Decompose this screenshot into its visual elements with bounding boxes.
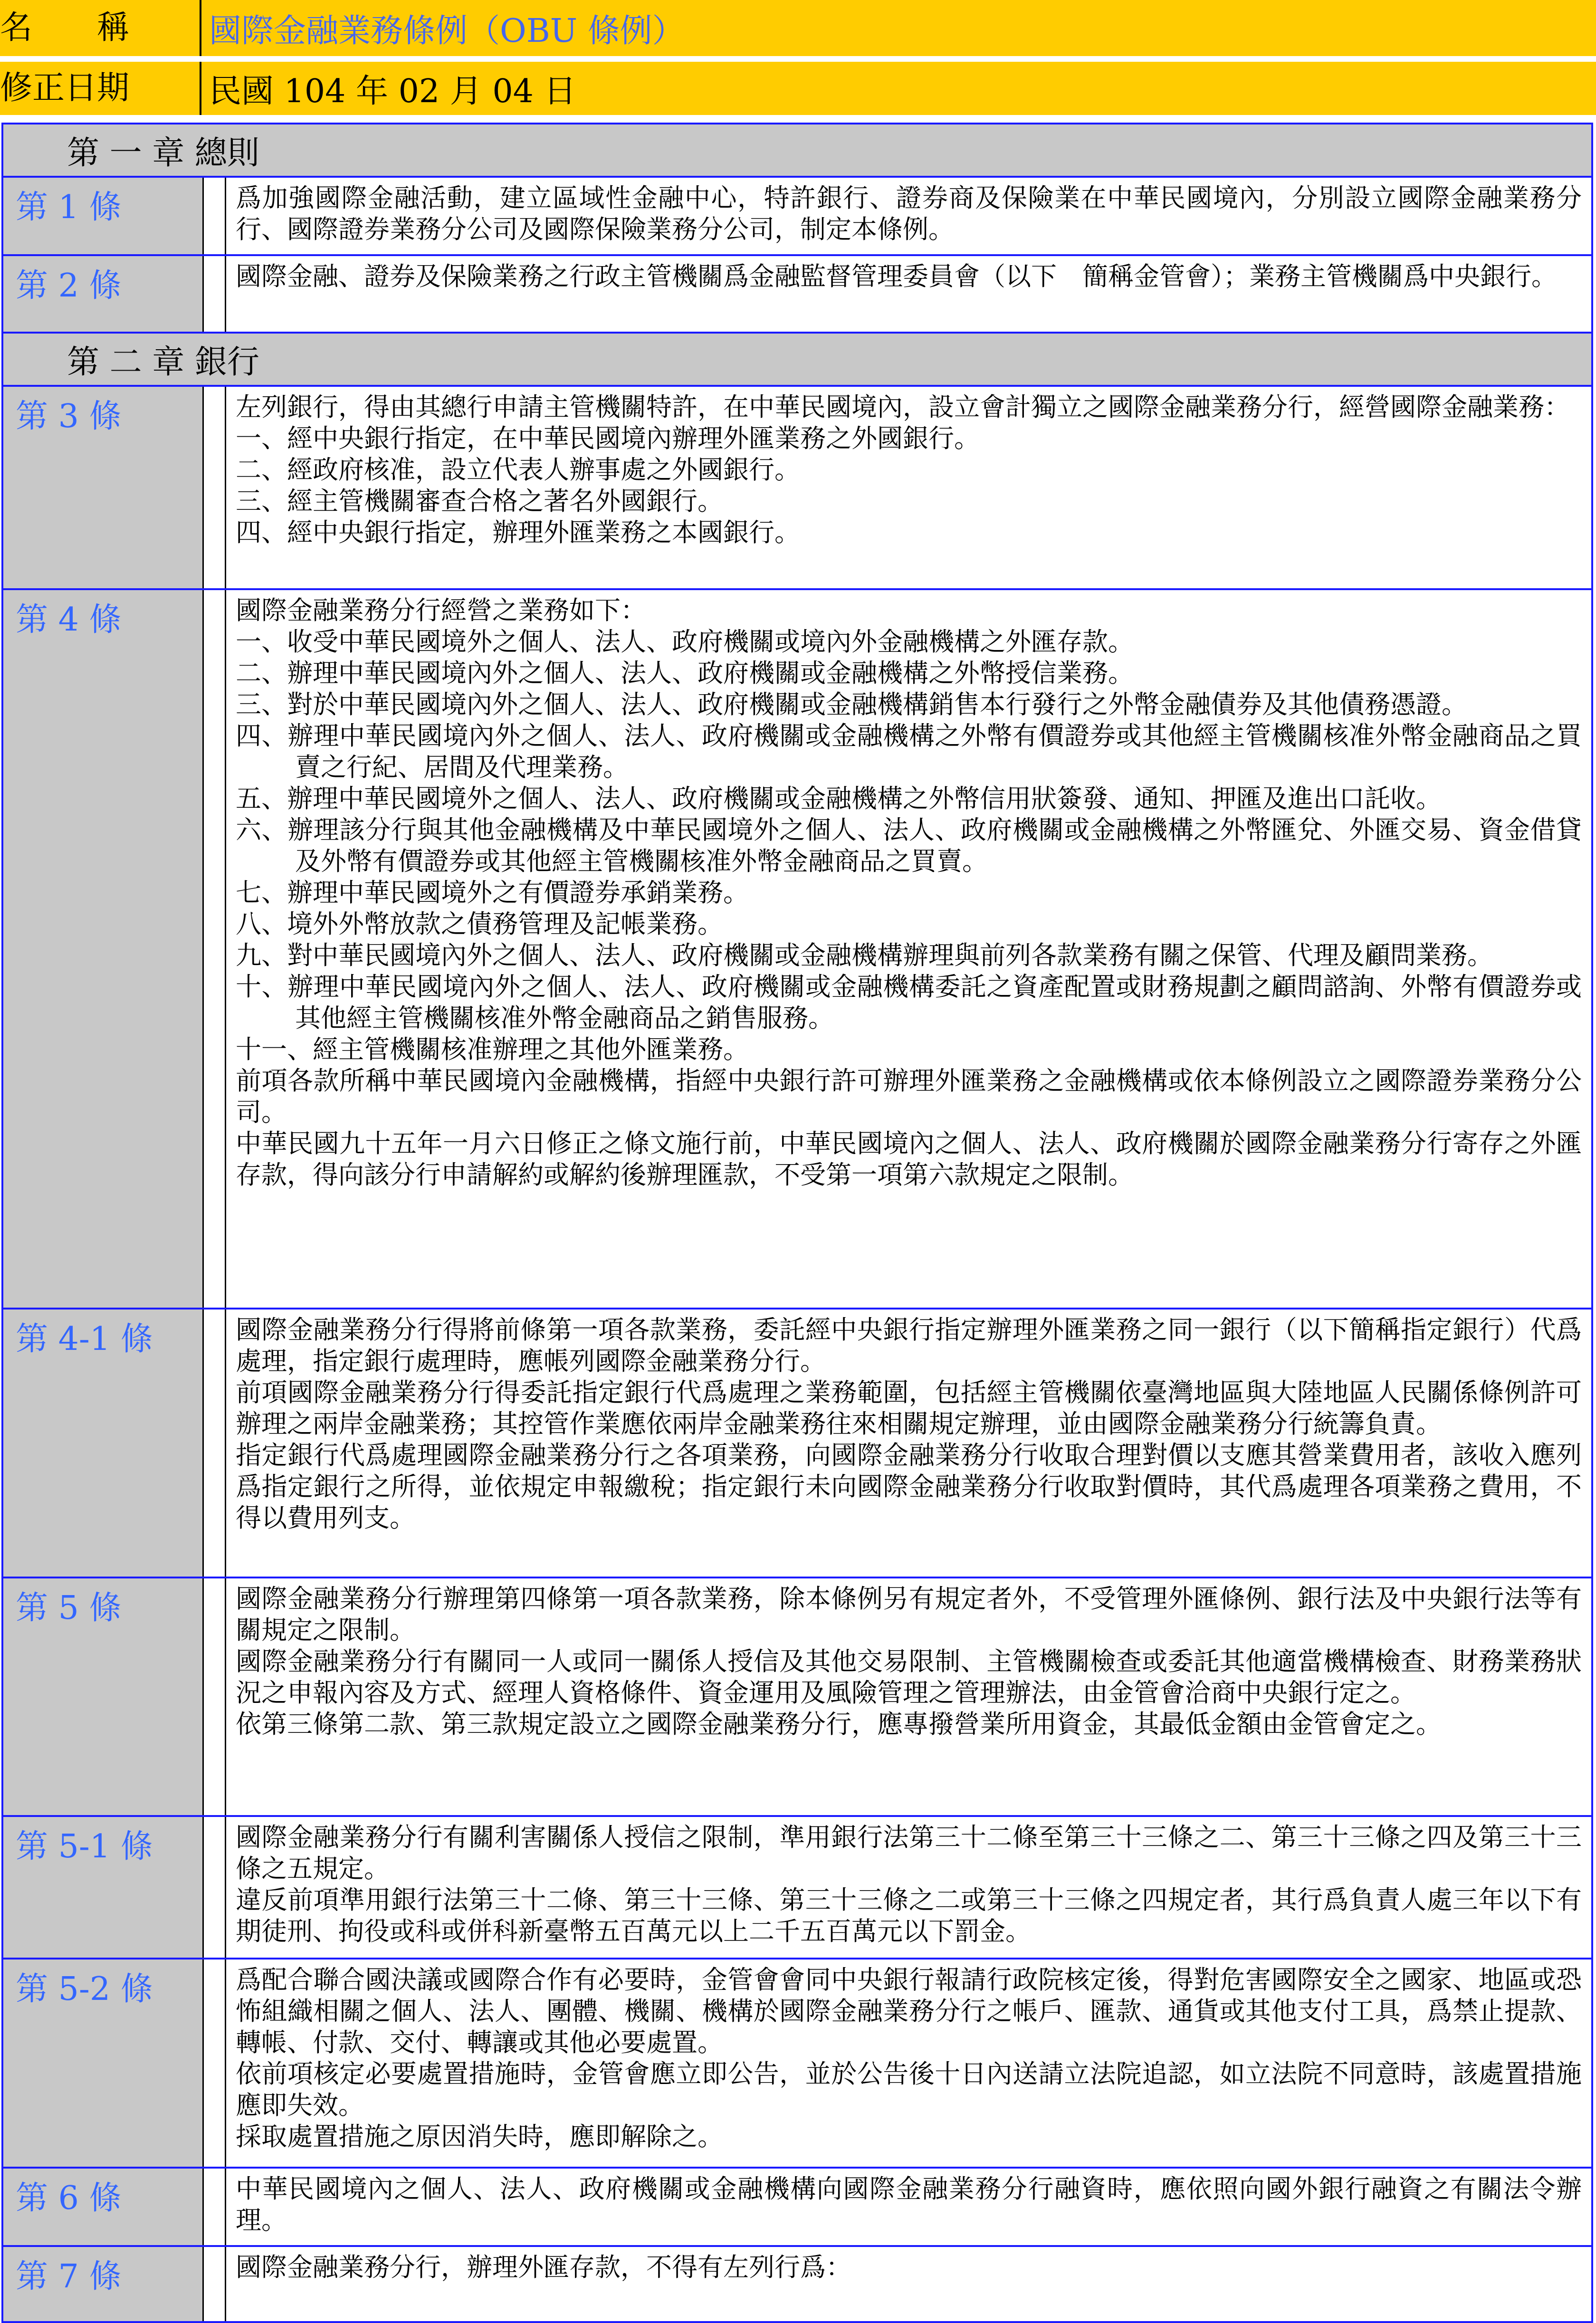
article-row: [1, 256, 1593, 334]
article-text: 國際金融業務分行經營之業務如下： 一、收受中華民國境外之個人、法人、政府機關或境內外金融機構之外匯存款。 二、辦理中華民國境內外之個人、法人、政府機關或金融機構之外幣授信業務。 三、對於中華民國境內外之個人、法人、政府機關或金融機構銷售本行發行之外幣金融債券及其他債務憑證。 四、辦理中華民國境內外之個人、法人、政府機關或金融機構之外幣有價證券或其他經主管機關核准外幣金融商品之買賣之行紀、居間及代理業務。 五、辦理中華民國境外之個人、法人、政府機關或金融機構之外幣信用狀簽發、通知、押匯及進出口託收。 六、辦理該分行與其他金融機構及中華民國境外之個人、法人、政府機關或金融機構之外幣匯兌、外匯交易、資金借貸及外幣有價證券或其他經主管機關核准外幣金融商品之買賣。 七、辦理中華民國境外之有價證券承銷業務。 八、境外外幣放款之債務管理及記帳業務。 九、對中華民國境內外之個人、法人、政府機關或金融機構辦理與前列各款業務有關之保管、代理及顧問業務。 十、辦理中華民國境內外之個人、法人、政府機關或金融機構委託之資產配置或財務規劃之顧問諮詢、外幣有價證券或其他經主管機關核准外幣金融商品之銷售服務。 十一、經主管機關核准辦理之其他外匯業務。 前項各款所稱中華民國境內金融機構，指經中央銀行許可辦理外匯業務之金融機構或依本條例設立之國際證券業務分公司。 中華民國九十五年一月六日修正之條文施行前，中華民國境內之個人、法人、政府機關於國際金融業務分行寄存之外匯存款，得向該分行申請解約或解約後辦理匯款，不受第一項第六款規定之限制。: [236, 595, 1582, 1190]
article-text: 國際金融業務分行有關利害關係人授信之限制，準用銀行法第三十二條至第三十三條之二、第三十三條之四及第三十三條之五規定。 違反前項準用銀行法第三十二條、第三十三條、第三十三條之二或第三十三條之四規定者，其行爲負責人處三年以下有期徒刑、拘役或科或併科新臺幣五百萬元以上二千五百萬元以下罰金。: [236, 1822, 1582, 1946]
article-number-link[interactable]: 第 5-2 條: [3, 1960, 204, 2167]
header-separator: [200, 62, 201, 115]
article-text: 爲加強國際金融活動，建立區域性金融中心，特許銀行、證券商及保險業在中華民國境內，分別設立國際金融業務分行、國際證券業務分公司及國際保險業務分公司，制定本條例。: [236, 183, 1582, 244]
article-row: [1, 2247, 1593, 2323]
article-number-link[interactable]: 第 5-1 條: [3, 1817, 204, 1958]
chapter-heading: 第 一 章 總則: [1, 124, 1593, 178]
law-name-row: [0, 0, 1596, 56]
law-name-link[interactable]: 國際金融業務條例（OBU 條例）: [209, 12, 685, 50]
article-text: 爲配合聯合國決議或國際合作有必要時，金管會會同中央銀行報請行政院核定後，得對危害國際安全之國家、地區或恐怖組織相關之個人、法人、團體、機關、機構於國際金融業務分行之帳戶、匯款、通貨或其他支付工具，爲禁止提款、轉帳、付款、交付、轉讓或其他必要處置。 依前項核定必要處置措施時，金管會應立即公告，並於公告後十日內送請立法院追認，如立法院不同意時，該處置措施應即失效。 採取處置措施之原因消失時，應即解除之。: [236, 1965, 1582, 2151]
article-number-link[interactable]: 第 1 條: [3, 178, 204, 254]
article-number-link[interactable]: 第 3 條: [3, 387, 204, 588]
article-number-link[interactable]: 第 6 條: [3, 2169, 204, 2245]
article-row: [1, 590, 1593, 1310]
article-number-link[interactable]: 第 2 條: [3, 256, 204, 332]
article-number-link[interactable]: 第 4 條: [3, 590, 204, 1308]
article-number-link[interactable]: 第 4-1 條: [3, 1310, 204, 1577]
article-text: 國際金融業務分行，辦理外匯存款，不得有左列行爲：: [236, 2252, 851, 2282]
header-separator: [200, 0, 201, 56]
article-row: [1, 387, 1593, 590]
article-row: [1, 1960, 1593, 2169]
amend-date-row: [0, 62, 1596, 115]
article-text: 國際金融業務分行辦理第四條第一項各款業務，除本條例另有規定者外，不受管理外匯條例、銀行法及中央銀行法等有關規定之限制。 國際金融業務分行有關同一人或同一關係人授信及其他交易限制、主管機關檢查或委託其他適當機構檢查、財務業務狀況之申報內容及方式、經理人資格條件、資金運用及風險管理之管理辦法，由金管會洽商中央銀行定之。 依第三條第二款、第三款規定設立之國際金融業務分行，應專撥營業所用資金，其最低金額由金管會定之。: [236, 1584, 1582, 1739]
chapter-heading: 第 二 章 銀行: [1, 334, 1593, 387]
article-row: [1, 178, 1593, 256]
law-table: [1, 123, 1593, 2323]
article-text: 國際金融業務分行得將前條第一項各款業務，委託經中央銀行指定辦理外匯業務之同一銀行（以下簡稱指定銀行）代爲處理，指定銀行處理時，應帳列國際金融業務分行。 前項國際金融業務分行得委託指定銀行代爲處理之業務範圍，包括經主管機關依臺灣地區與大陸地區人民關係條例許可辦理之兩岸金融業務；其控管作業應依兩岸金融業務往來相關規定辦理，並由國際金融業務分行統籌負責。 指定銀行代爲處理國際金融業務分行之各項業務，向國際金融業務分行收取合理對價以支應其營業費用者，該收入應列爲指定銀行之所得，並依規定申報繳稅；指定銀行未向國際金融業務分行收取對價時，其代爲處理各項業務之費用，不得以費用列支。: [236, 1315, 1582, 1533]
article-row: [1, 1817, 1593, 1960]
article-text: 左列銀行，得由其總行申請主管機關特許，在中華民國境內，設立會計獨立之國際金融業務分行，經營國際金融業務： 一、經中央銀行指定，在中華民國境內辦理外匯業務之外國銀行。 二、經政府核准，設立代表人辦事處之外國銀行。 三、經主管機關審查合格之著名外國銀行。 四、經中央銀行指定，辦理外匯業務之本國銀行。: [236, 392, 1570, 547]
article-number-link[interactable]: 第 5 條: [3, 1578, 204, 1815]
law-name-label: 名 稱: [0, 9, 130, 47]
article-number-link[interactable]: 第 7 條: [3, 2247, 204, 2321]
amend-date-value: 民國 104 年 02 月 04 日: [209, 72, 576, 110]
article-row: [1, 2169, 1593, 2247]
article-text: 中華民國境內之個人、法人、政府機關或金融機構向國際金融業務分行融資時，應依照向國外銀行融資之有關法令辦理。: [236, 2174, 1582, 2235]
article-row: [1, 1310, 1593, 1578]
amend-date-label: 修正日期: [0, 69, 130, 107]
article-text: 國際金融、證券及保險業務之行政主管機關爲金融監督管理委員會（以下 簡稱金管會）；業務主管機關爲中央銀行。: [236, 261, 1557, 291]
article-row: [1, 1578, 1593, 1817]
